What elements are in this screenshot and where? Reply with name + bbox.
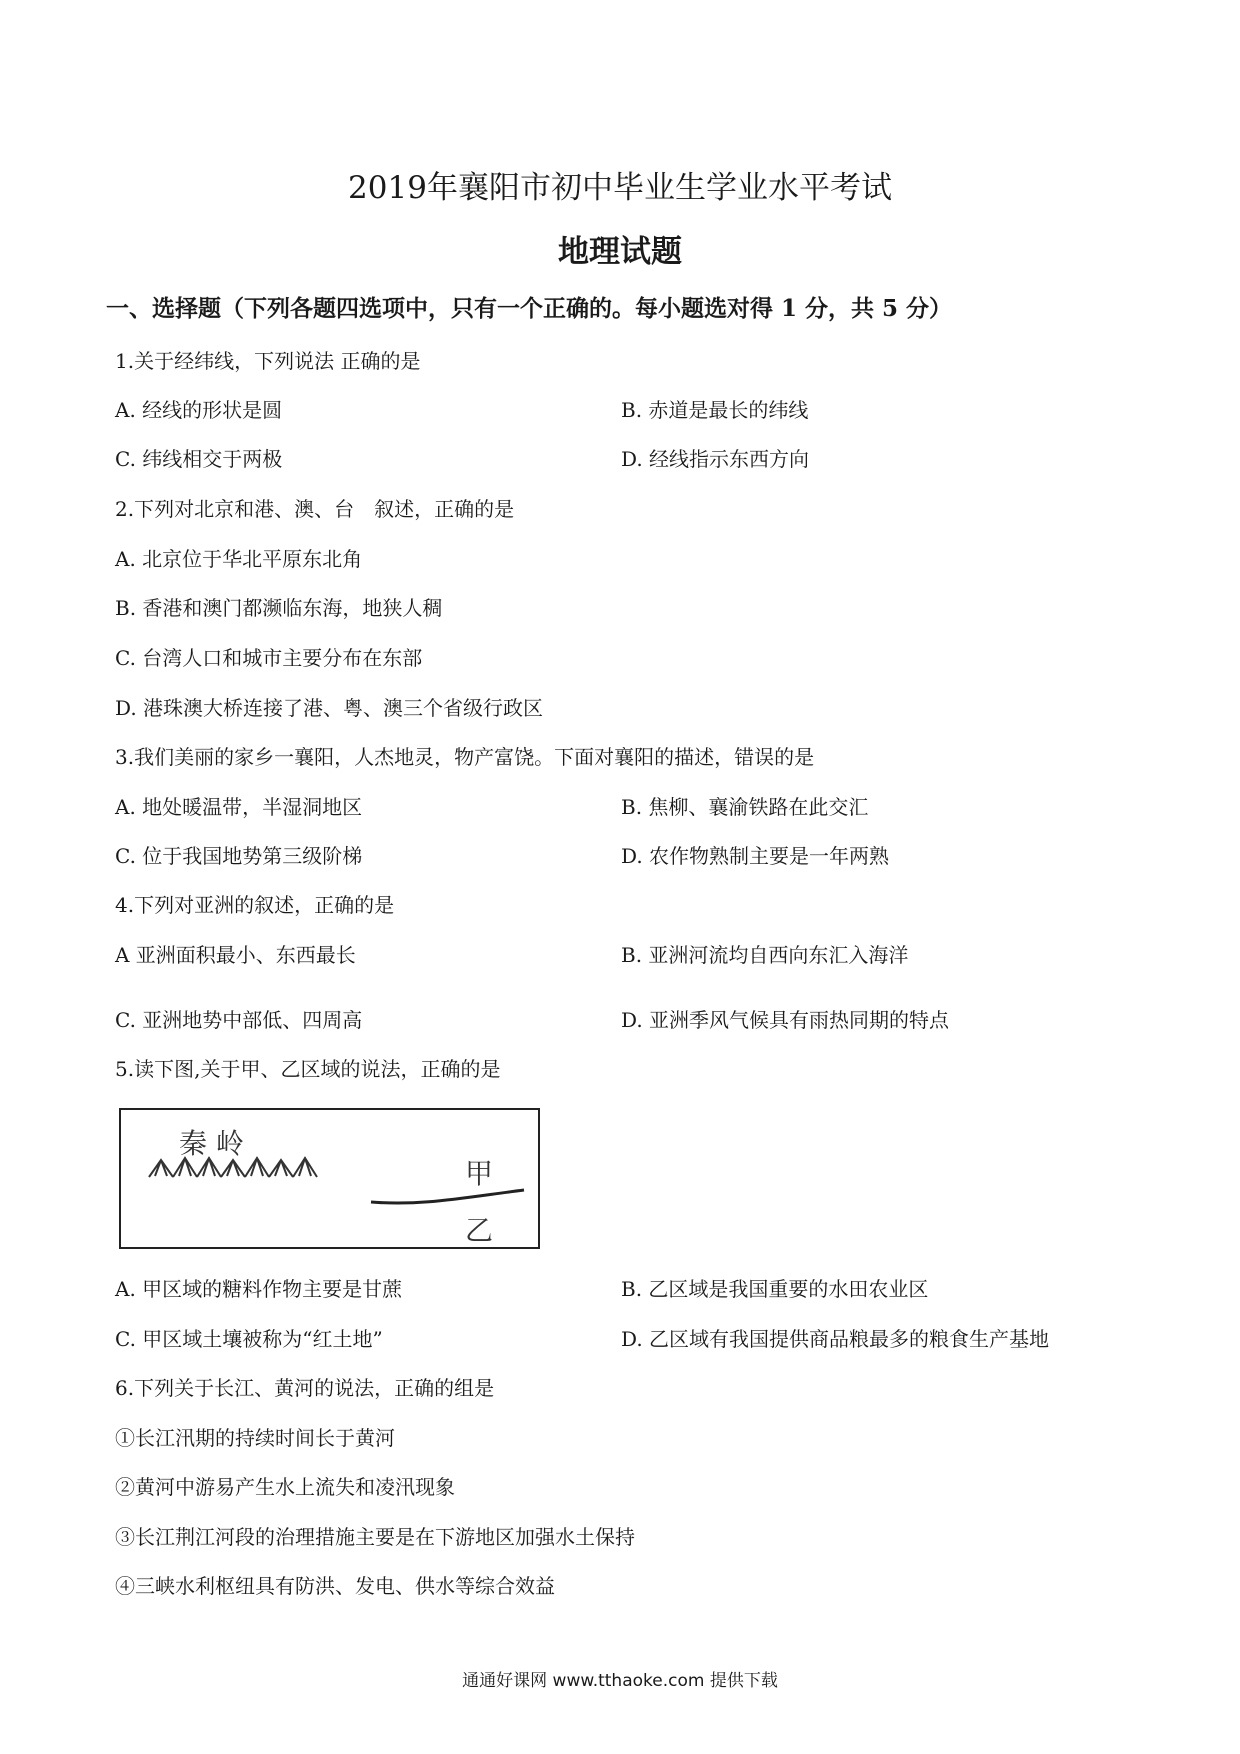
question-4-option-d: D. 亚洲季风气候具有雨热同期的特点 <box>621 1008 950 1032</box>
question-5-option-c: C. 甲区域土壤被称为“红土地” <box>115 1327 383 1351</box>
question-2-stem: 2.下列对北京和港、澳、台 叙述，正确的是 <box>115 497 515 521</box>
exam-subtitle: 地理试题 <box>558 234 682 270</box>
map-label-jia: 甲 <box>465 1157 494 1190</box>
mountain-symbols <box>149 1158 317 1177</box>
question-4-option-b: B. 亚洲河流均自西向东汇入海洋 <box>621 943 909 967</box>
map-label-qinling: 秦 岭 <box>179 1127 244 1160</box>
page-footer: 通通好课网 www.tthaoke.com 提供下载 <box>462 1671 778 1691</box>
question-1-option-a: A. 经线的形状是圆 <box>115 398 283 422</box>
question-2-option-a: A. 北京位于华北平原东北角 <box>115 547 363 571</box>
question-5-option-d: D. 乙区域有我国提供商品粮最多的粮食生产基地 <box>621 1327 1050 1351</box>
exam-title: 2019年襄阳市初中毕业生学业水平考试 <box>348 170 892 206</box>
question-6-statement-1: ①长江汛期的持续时间长于黄河 <box>115 1426 395 1450</box>
question-6-statement-3: ③长江荆江河段的治理措施主要是在下游地区加强水土保持 <box>115 1525 635 1549</box>
question-4-option-c: C. 亚洲地势中部低、四周高 <box>115 1008 363 1032</box>
question-5-option-a: A. 甲区域的糖料作物主要是甘蔗 <box>115 1277 403 1301</box>
question-1-option-d: D. 经线指示东西方向 <box>621 447 810 471</box>
qinling-map-figure <box>119 1108 540 1249</box>
question-4-option-a: A 亚洲面积最小、东西最长 <box>115 943 356 967</box>
question-3-option-c: C. 位于我国地势第三级阶梯 <box>115 844 363 868</box>
question-2-option-b: B. 香港和澳门都濒临东海，地狭人稠 <box>115 596 443 620</box>
question-6-statement-4: ④三峡水利枢纽具有防洪、发电、供水等综合效益 <box>115 1574 555 1598</box>
question-1-option-c: C. 纬线相交于两极 <box>115 447 283 471</box>
question-6-statement-2: ②黄河中游易产生水上流失和凌汛现象 <box>115 1475 455 1499</box>
question-1-stem: 1.关于经纬线，下列说法 正确的是 <box>115 349 421 373</box>
section-heading: 一、选择题（下列各题四选项中，只有一个正确的。每小题选对得 1 分，共 5 分） <box>106 295 953 322</box>
question-4-stem: 4.下列对亚洲的叙述，正确的是 <box>115 893 395 917</box>
huaihe-line <box>371 1190 524 1203</box>
question-3-option-a: A. 地处暖温带，半湿洞地区 <box>115 795 363 819</box>
question-3-stem: 3.我们美丽的家乡一襄阳，人杰地灵，物产富饶。下面对襄阳的描述，错误的是 <box>115 745 815 769</box>
question-2-option-c: C. 台湾人口和城市主要分布在东部 <box>115 646 423 670</box>
question-1-option-b: B. 赤道是最长的纬线 <box>621 398 809 422</box>
question-2-option-d: D. 港珠澳大桥连接了港、粤、澳三个省级行政区 <box>115 696 544 720</box>
question-3-option-b: B. 焦柳、襄渝铁路在此交汇 <box>621 795 869 819</box>
map-label-yi: 乙 <box>465 1214 494 1247</box>
question-5-stem: 5.读下图,关于甲、乙区域的说法，正确的是 <box>115 1057 501 1081</box>
question-6-stem: 6.下列关于长江、黄河的说法，正确的组是 <box>115 1376 495 1400</box>
question-3-option-d: D. 农作物熟制主要是一年两熟 <box>621 844 890 868</box>
question-5-option-b: B. 乙区域是我国重要的水田农业区 <box>621 1277 929 1301</box>
